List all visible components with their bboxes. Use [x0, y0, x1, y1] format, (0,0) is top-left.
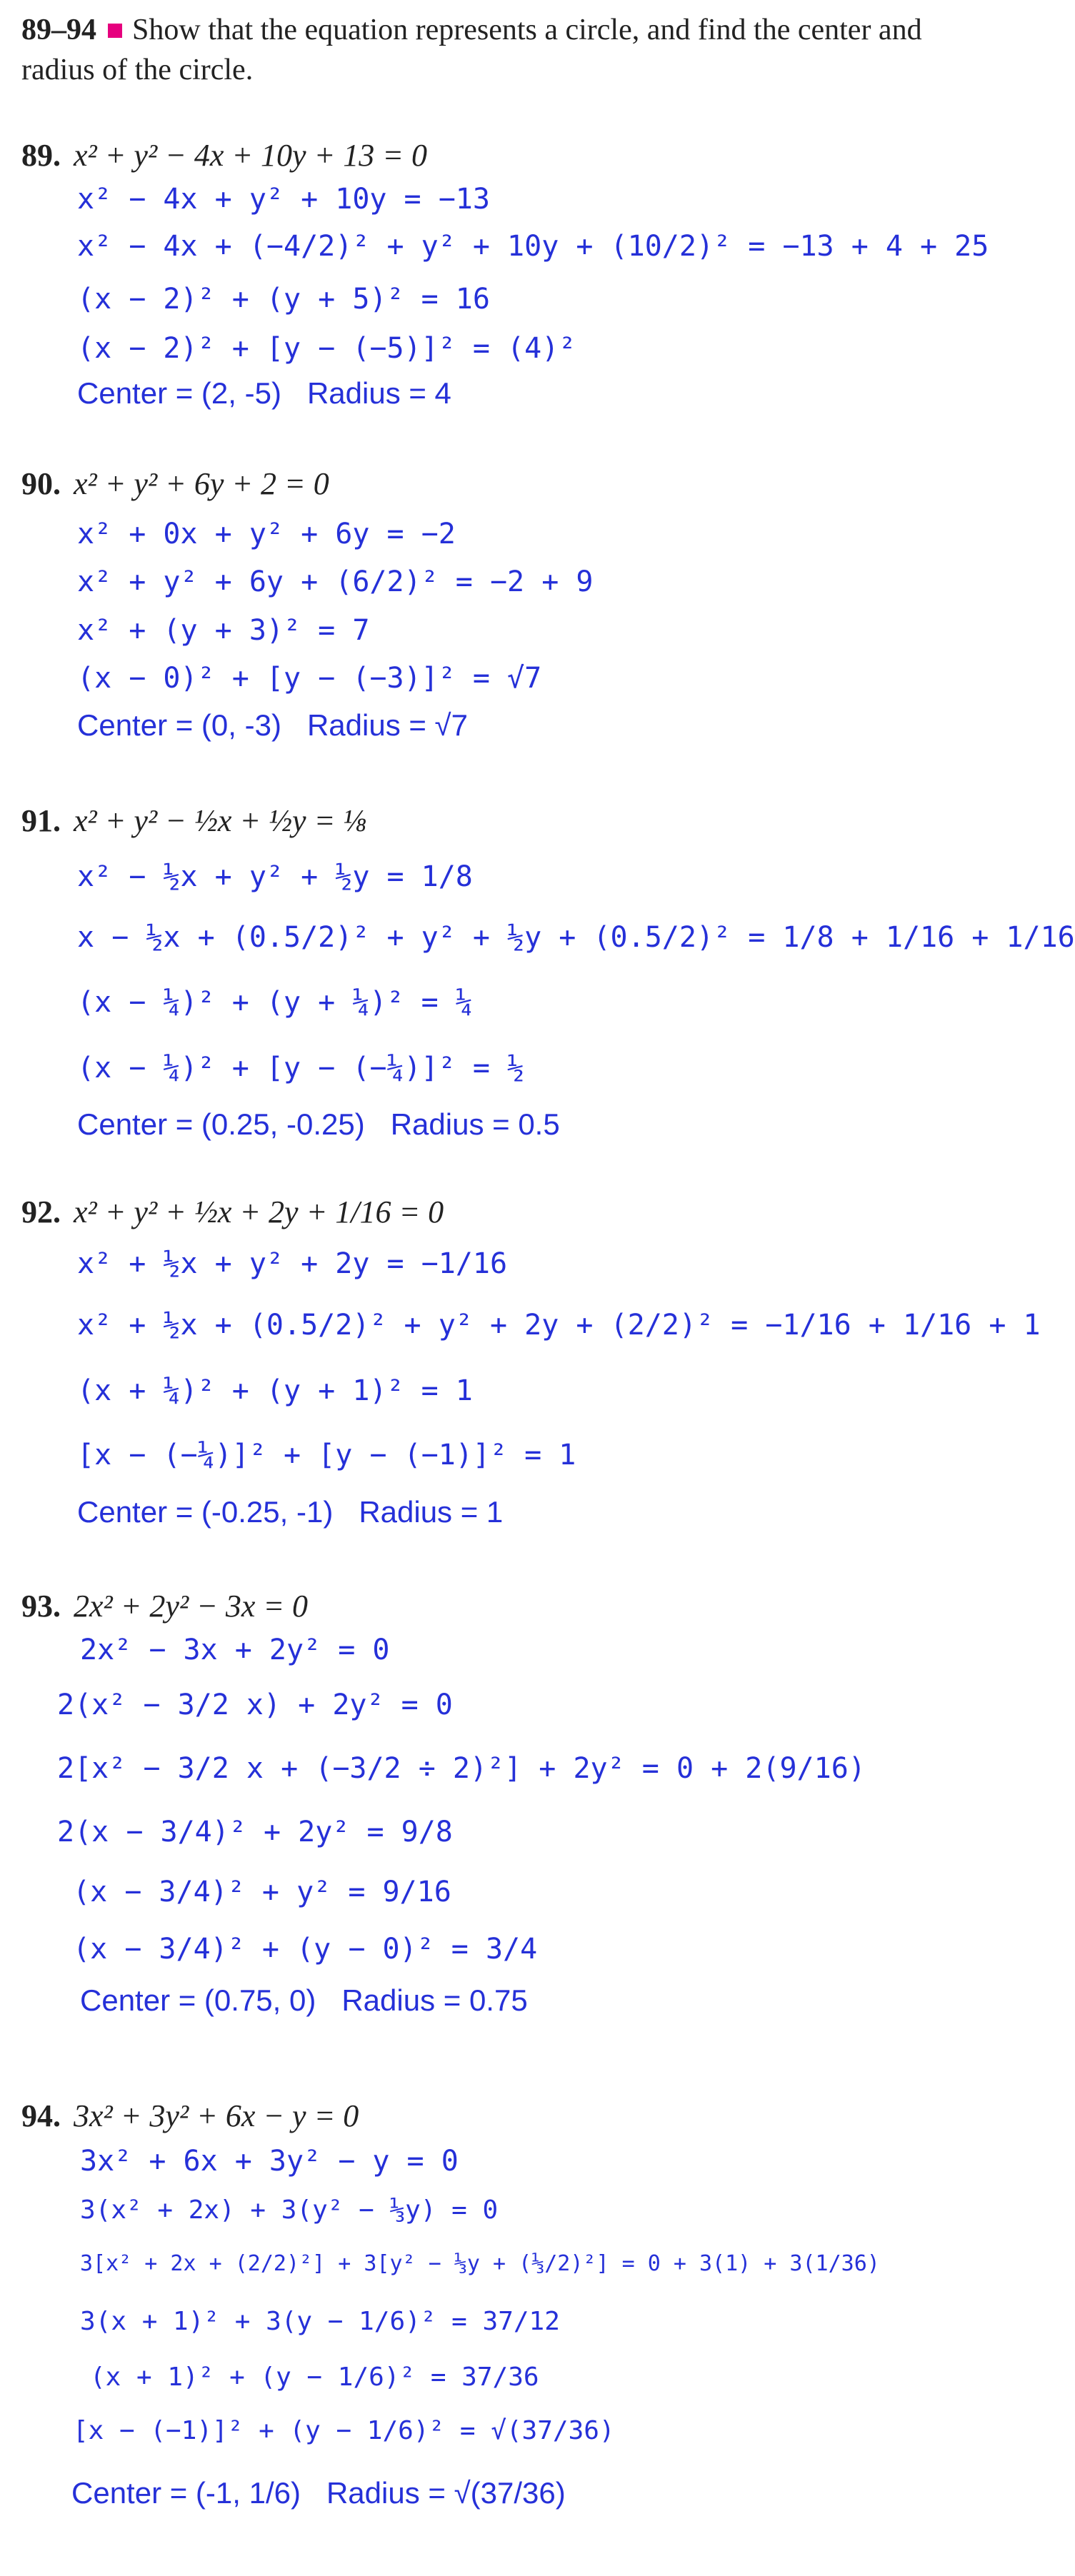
- exercise-range: 89–94: [21, 14, 96, 46]
- solution-step: 2(x − 3/4)² + 2y² = 9/8: [57, 1816, 453, 1848]
- problem-equation: x² + y² − 4x + 10y + 13 = 0: [74, 138, 427, 173]
- solution-step: 3(x² + 2x) + 3(y² − ⅓y) = 0: [80, 2195, 499, 2225]
- problem-92: [21, 1191, 1041, 1535]
- solution-step: 3(x + 1)² + 3(y − 1/6)² = 37/12: [80, 2307, 560, 2336]
- solution-step: 2x² − 3x + 2y² = 0: [80, 1634, 390, 1666]
- center-answer: Center = (0, -3): [77, 708, 281, 742]
- problem-heading: [21, 463, 936, 505]
- solution-step: (x − 2)² + [y − (−5)]² = (4)²: [77, 332, 576, 365]
- answer-line: [77, 1102, 936, 1147]
- solution-step: x² − ½x + y² + ½y = 1/8: [77, 860, 473, 893]
- solution-step: 2[x² − 3/2 x + (−3/2 ÷ 2)²] + 2y² = 0 + 2(9/16): [57, 1752, 866, 1785]
- solution-step: x² − 4x + y² + 10y = −13: [77, 183, 490, 216]
- solution-step: 3x² + 6x + 3y² − y = 0: [80, 2145, 459, 2178]
- problem-93: [21, 1585, 936, 2022]
- solution-step: x² + y² + 6y + (6/2)² = −2 + 9: [77, 565, 594, 598]
- problem-heading: [21, 800, 936, 842]
- problem-89: [21, 134, 989, 416]
- problem-number: 92.: [21, 1194, 61, 1229]
- radius-answer: Radius = √7: [306, 708, 468, 742]
- solution-step: (x − ¼)² + [y − (−¼)]² = ½: [77, 1052, 525, 1085]
- answer-line: [77, 1489, 936, 1535]
- solution-step: [x − (−¼)]² + [y − (−1)]² = 1: [77, 1439, 576, 1471]
- answer-line: [80, 1979, 936, 2022]
- problem-equation: x² + y² − ½x + ½y = ⅛: [74, 803, 367, 838]
- problem-heading: [21, 1585, 936, 1628]
- radius-answer: Radius = √(37/36): [326, 2476, 566, 2510]
- answer-line: [71, 2459, 936, 2527]
- center-answer: Center = (-0.25, -1): [77, 1495, 334, 1529]
- solution-step: (x + 1)² + (y − 1/6)² = 37/36: [90, 2363, 539, 2392]
- radius-answer: Radius = 1: [359, 1495, 504, 1529]
- solution-step: x² − 4x + (−4/2)² + y² + 10y + (10/2)² = −13 + 4 + 25: [77, 230, 989, 263]
- problem-equation: x² + y² + ½x + 2y + 1/16 = 0: [74, 1194, 444, 1229]
- problem-91: [21, 800, 1075, 1147]
- center-answer: Center = (0.25, -0.25): [77, 1107, 365, 1141]
- section-marker-icon: [108, 24, 122, 38]
- exercise-header: [21, 10, 929, 90]
- solution-step: x² + (y + 3)² = 7: [77, 614, 370, 647]
- problem-number: 90.: [21, 466, 61, 501]
- problem-94: [21, 2095, 936, 2527]
- problem-number: 94.: [21, 2098, 61, 2133]
- radius-answer: Radius = 0.5: [390, 1107, 560, 1141]
- problem-heading: [21, 134, 936, 177]
- problem-equation: 3x² + 3y² + 6x − y = 0: [74, 2098, 359, 2133]
- center-answer: Center = (2, -5): [77, 376, 281, 410]
- answer-line: [77, 703, 936, 748]
- center-answer: Center = (-1, 1/6): [71, 2476, 301, 2510]
- solution-step: x − ½x + (0.5/2)² + y² + ½y + (0.5/2)² = 1/8 + 1/16 + 1/16: [77, 921, 1075, 954]
- center-answer: Center = (0.75, 0): [80, 1983, 316, 2017]
- problem-90: [21, 463, 936, 748]
- solution-step: [x − (−1)]² + (y − 1/6)² = √(37/36): [73, 2416, 615, 2445]
- answer-line: [77, 371, 936, 416]
- problem-equation: 2x² + 2y² − 3x = 0: [74, 1589, 309, 1624]
- solution-step: 3[x² + 2x + (2/2)²] + 3[y² − ⅓y + (⅓/2)²] = 0 + 3(1) + 3(1/36): [80, 2251, 880, 2276]
- solution-step: x² + 0x + y² + 6y = −2: [77, 518, 456, 550]
- solution-step: (x − 3/4)² + y² = 9/16: [73, 1876, 451, 1908]
- solution-step: (x − 3/4)² + (y − 0)² = 3/4: [73, 1933, 538, 1966]
- solution-step: x² + ½x + y² + 2y = −1/16: [77, 1247, 508, 1280]
- radius-answer: Radius = 4: [306, 376, 451, 410]
- solution-step: 2(x² − 3/2 x) + 2y² = 0: [57, 1689, 453, 1721]
- problem-number: 89.: [21, 138, 61, 173]
- problem-heading: [21, 2095, 936, 2138]
- problem-number: 91.: [21, 803, 61, 838]
- solution-step: (x − ¼)² + (y + ¼)² = ¼: [77, 986, 473, 1019]
- problem-number: 93.: [21, 1589, 61, 1624]
- exercise-instruction: Show that the equation represents a circle, and find the center and radius of the circle.: [21, 14, 922, 86]
- solution-step: x² + ½x + (0.5/2)² + y² + 2y + (2/2)² = −1/16 + 1/16 + 1: [77, 1309, 1041, 1342]
- solution-step: (x − 0)² + [y − (−3)]² = √7: [77, 662, 542, 695]
- problem-heading: [21, 1191, 936, 1234]
- solution-step: (x + ¼)² + (y + 1)² = 1: [77, 1374, 473, 1407]
- solution-step: (x − 2)² + (y + 5)² = 16: [77, 283, 490, 316]
- radius-answer: Radius = 0.75: [341, 1983, 528, 2017]
- problem-equation: x² + y² + 6y + 2 = 0: [74, 466, 329, 501]
